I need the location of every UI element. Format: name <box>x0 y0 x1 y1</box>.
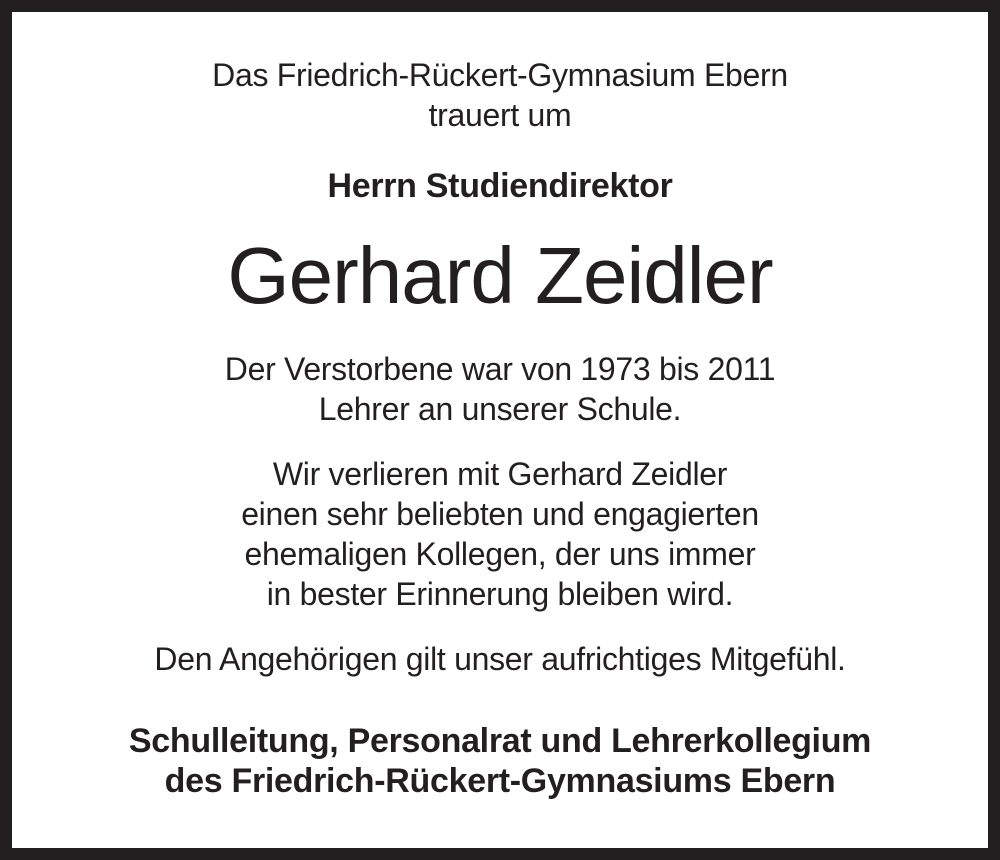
signature-line-senders: Schulleitung, Personalrat und Lehrerkollegium <box>128 722 872 760</box>
signature-paragraph <box>12 721 988 801</box>
condolence-line: Den Angehörigen gilt unser aufrichtiges Mitgefühl. <box>154 641 846 677</box>
deceased-name: Gerhard Zeidler <box>227 231 773 320</box>
intro-paragraph <box>12 55 988 135</box>
intro-line-mourns: trauert um <box>428 97 572 133</box>
tenure-line-years: Der Verstorbene war von 1973 bis 2011 <box>224 351 776 387</box>
tenure-paragraph <box>12 349 988 429</box>
deceased-title: Herrn Studiendirektor <box>327 167 673 205</box>
signature-line-institution: des Friedrich-Rückert-Gymnasiums Ebern <box>164 762 836 800</box>
tribute-line-4: in bester Erinnerung bleiben wird. <box>266 576 734 612</box>
tribute-line-3: ehemaligen Kollegen, der uns immer <box>244 536 756 572</box>
intro-line-institution: Das Friedrich-Rückert-Gymnasium Ebern <box>212 57 788 93</box>
tribute-line-2: einen sehr beliebten und engagierten <box>241 496 759 532</box>
tribute-line-1: Wir verlieren mit Gerhard Zeidler <box>272 456 728 492</box>
tenure-line-school: Lehrer an unserer Schule. <box>318 391 682 427</box>
tribute-paragraph <box>12 454 988 614</box>
